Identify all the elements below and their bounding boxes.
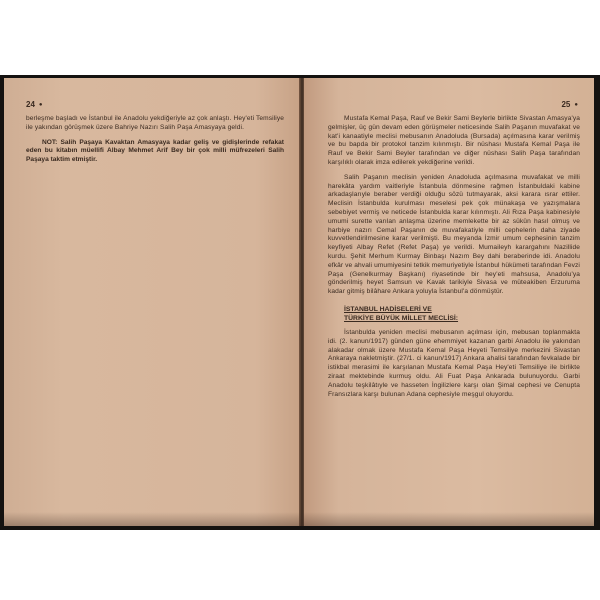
page-number-left-value: 24 (26, 100, 35, 109)
right-paragraph-2: Salih Paşanın meclisin yeniden Anadoluda açılmasına muvafakat ve milli harekâta yardım vaitleriyle İstanbula dönmesine rağmen İstanbuldaki kabine arkadaşlarıyle beraber verdiği olduğu sözü tutmayarak, aksi karara ısrar ettiler. Meclisin İstanbulda kurulması meselesi pek çok münakaşa ve yazışmalara sebebiyet vermiş ve neticede İstanbulda karar kılınmıştı. Ali Rıza Paşa kabinesiyle umumi surette varılan anlaşma üzerine memlekette bir az sükûn hasıl olmuş ve harbiye nazırı Cemal Paşanın de muvafakatiyle milli cephelerin daha ziyade kuvvetlendirilmesine karar verilmişti. Bu meyanda İzmir umum cephesinin tanzim keyfiyeti Albay Refet (Refet Paşa) ye verildi. Mumaileyh karargahını Nazillide kurdu. Şehit Merhum Kurmay Binbaşı Nazım Bey dahi beraberinde idi. Anadolu efkâr ve ahvali umumiyesini tetkik memuriyetiyle İstanbul hükümeti tarafından Fevzi Paşa (Genelkurmay Başkanı) riyasetinde bir hey'eti mahsusa, Anadolu'ya gönderilmiş heyet Samsun ve Kavak tarikiyle Sivasa ve müteakiben Erzuruma kadar gitmiş bilâhare Ankara yoluyla İstanbul'a dönmüştür. (328, 173, 580, 296)
section-heading (344, 305, 580, 323)
bullet-dot-icon: ● (574, 101, 578, 108)
section-heading-line-1: İSTANBUL HADİSELERİ VE (344, 305, 432, 313)
left-page (4, 78, 300, 526)
page-number-left (26, 100, 284, 109)
left-paragraph-1: berleşme başladı ve İstanbul ile Anadolu yekdiğeriyle az çok anlaştı. Hey'eti Temsiliye ile yakından görüşmek üzere Bahriye Nazırı Salih Paşa Amasyaya geldi. (26, 115, 284, 131)
page-number-right (328, 100, 580, 109)
left-note: NOT: Salih Paşaya Kavaktan Amasyaya kadar geliş ve gidişlerinde refakat eden bu kitabın müellifi Albay Mehmet Arif Bey bir çok milli müfrezeleri Salih Paşaya taktim etmiştir. (26, 138, 284, 164)
right-page (304, 78, 594, 526)
right-paragraph-3: İstanbulda yeniden meclisi mebusanın açılması için, mebusan toplanmakta idi. (2. kanun/1917) günden güne ehemmiyet kazanan garbi Anadolu ile yakından alakadar olmak üzere Mustafa Kemal Paşa Heyeti Temsiliye merkezini Sivastan Ankaraya nakletmiştir. (27/1. ci kanun/1917) Ankara ahalisi tarafından fevkalade bir istikbal merasimi ile karşılanan Mustafa Kemal Paşa Hey'eti Temsiliye ile birlikte ziraat mektebinde kurmuş oldu. Ali Fuat Paşa Ankarada bulunuyordu. Garbi Anadolu teşkilâtıyle ve hasseten İngilizlere karşı olan Şimal cephesi ve Cenupta Fransızlara karşı bulunan Adana cephesiyle meşgul oluyordu. (328, 328, 580, 398)
section-heading-line-2: TÜRKİYE BÜYÜK MİLLET MECLİSİ: (344, 314, 459, 322)
page-number-right-value: 25 (561, 100, 571, 109)
right-paragraph-1: Mustafa Kemal Paşa, Rauf ve Bekir Sami Beylerle birlikte Sivastan Amasya'ya gelmişler, üç gün devam eden görüşmeler neticesinde Salih Paşanın muvafakat ve kat'i kanaatiyle meclisi mebusanın Anadoluda (Bursada) açılmasına karar verilmiş ve bu bapda bir protokol tanzim kılınmıştı. Bir nüshası Mustafa Kemal Paşa ile Rauf ve Bekir Sami Beyler tarafından ve diğer nüshası Salih Paşa tarafından karşılıklı olarak imza edilerek yekdiğerine verildi. (328, 115, 580, 166)
bullet-dot-icon: ● (38, 101, 43, 108)
